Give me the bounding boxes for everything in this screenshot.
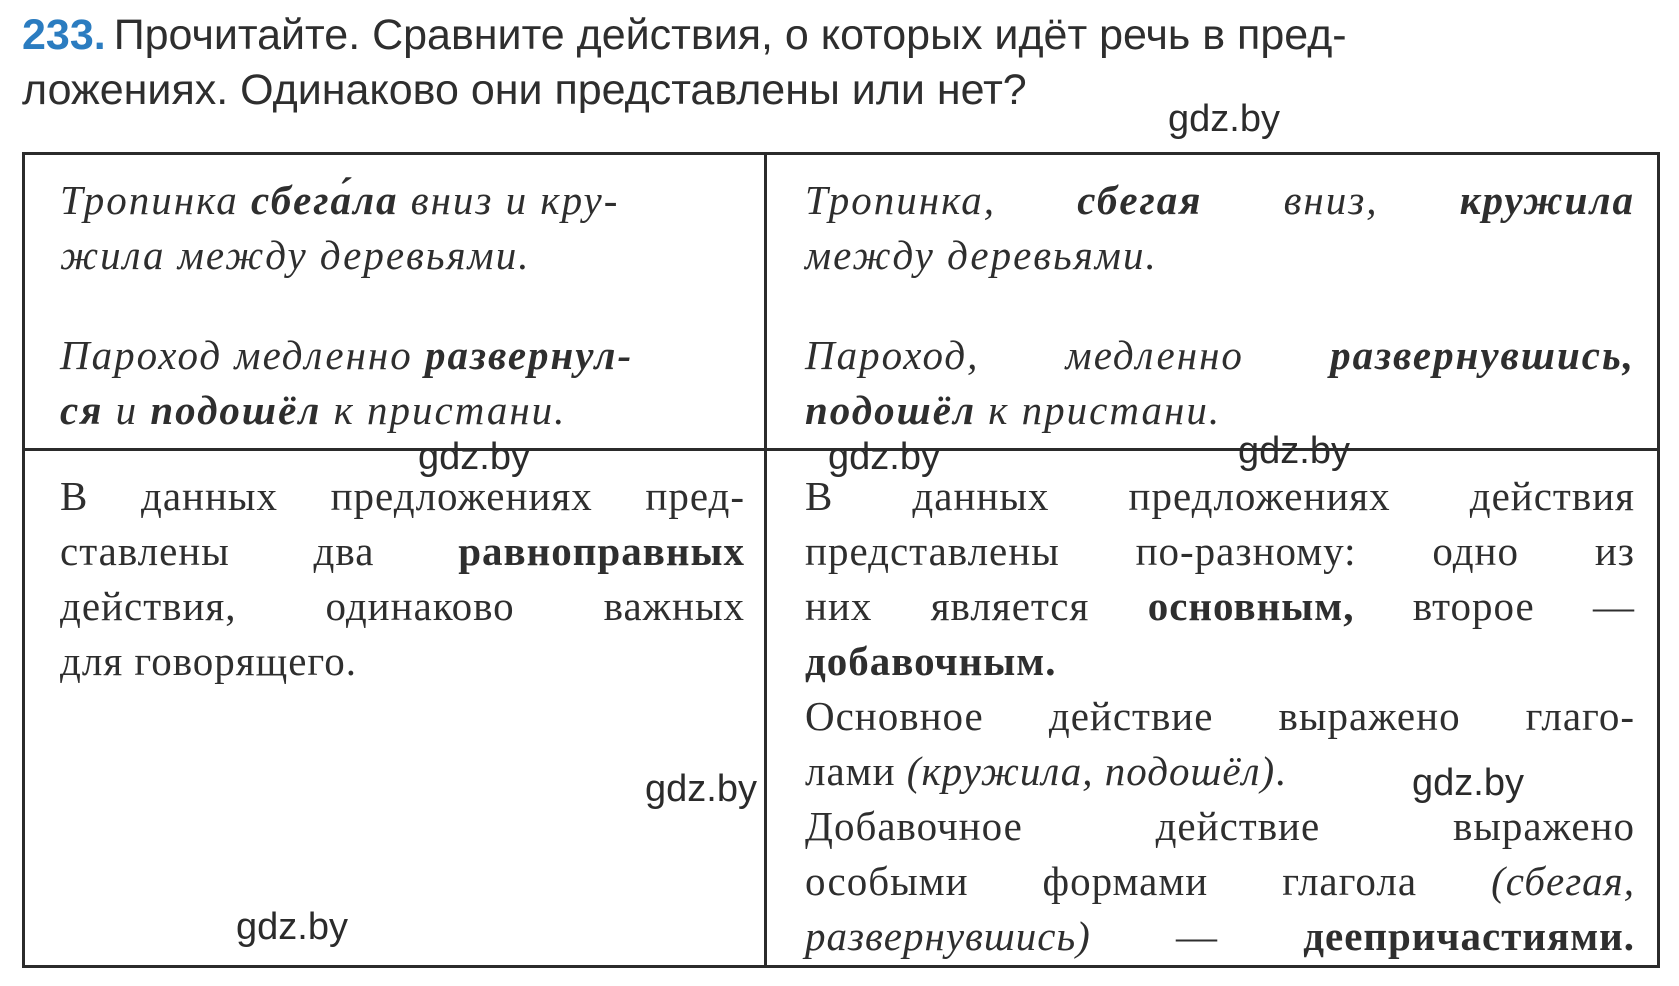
task-text — [22, 8, 1662, 118]
cell-bottom-right — [805, 469, 1635, 964]
italic-example: (кружила, подошёл) — [906, 748, 1276, 794]
text-fragment: них является — [805, 583, 1148, 629]
bold-verb: подошёл — [805, 387, 976, 433]
text-fragment: и — [103, 387, 151, 433]
text-line: В данных предложениях пред- — [60, 473, 745, 519]
table-vertical-divider — [764, 155, 767, 965]
text-line: Добавочное действие выражено — [805, 803, 1635, 849]
text-line: для говорящего. — [60, 638, 357, 684]
text-line: жила между деревьями. — [60, 232, 531, 278]
text-line — [60, 524, 745, 579]
watermark: gdz.by — [1238, 430, 1350, 472]
task-line-2: ложениях. Одинаково они представлены или нет? — [22, 66, 1027, 114]
text-fragment: Пароход, медленно — [805, 332, 1331, 378]
task-line-1 — [22, 8, 1662, 63]
cell-top-left — [60, 173, 745, 483]
bold-verb: развернувшись, — [1330, 332, 1635, 378]
bold-term: деепричастиями. — [1303, 913, 1635, 959]
watermark: gdz.by — [1168, 98, 1280, 140]
text-fragment: вниз и кру- — [398, 177, 620, 223]
text-line — [805, 634, 1635, 689]
bold-verb: подошёл — [150, 387, 322, 433]
bold-verb: кружила — [1459, 177, 1635, 223]
text-fragment: Пароход медленно — [60, 332, 426, 378]
italic-example: развернувшись) — [805, 913, 1091, 959]
bold-term: равноправных — [458, 528, 745, 574]
sentence-steamer-1 — [60, 328, 745, 438]
comparison-table — [22, 152, 1660, 968]
text-line — [60, 173, 745, 228]
sentence-path-2 — [805, 173, 1635, 283]
text-fragment: Тропинка — [60, 177, 252, 223]
text-fragment: ставлены два — [60, 528, 459, 574]
watermark: gdz.by — [645, 768, 757, 810]
watermark: gdz.by — [236, 906, 348, 948]
text-fragment: . — [1275, 748, 1287, 794]
watermark: gdz.by — [418, 436, 530, 478]
text-line — [805, 579, 1635, 634]
text-fragment: — — [1090, 913, 1304, 959]
text-line — [60, 383, 745, 438]
text-line — [805, 909, 1635, 964]
text-fragment: второе — — [1354, 583, 1635, 629]
bold-verb: ся — [60, 387, 104, 433]
text-line — [805, 854, 1635, 909]
text-fragment: вниз, — [1202, 177, 1460, 223]
italic-example: (сбегая, — [1491, 858, 1635, 904]
text-line: действия, одинаково важных — [60, 583, 745, 629]
text-line: Основное действие выражено глаго- — [805, 693, 1635, 739]
text-fragment: к пристани. — [321, 387, 567, 433]
text-line: между деревьями. — [805, 232, 1158, 278]
task-number: 233. — [22, 11, 106, 59]
sentence-path-1 — [60, 173, 745, 283]
text-line — [805, 328, 1635, 383]
text-line — [805, 173, 1635, 228]
text-fragment: лами — [805, 748, 907, 794]
task-line-1-text: Прочитайте. Сравните действия, о которых идёт речь в пред- — [113, 11, 1347, 59]
bold-verb: сбегая — [1077, 177, 1203, 223]
watermark: gdz.by — [1412, 762, 1524, 804]
text-line — [60, 328, 745, 383]
watermark: gdz.by — [828, 436, 940, 478]
bold-term: основным, — [1147, 583, 1355, 629]
text-fragment: к пристани. — [976, 387, 1222, 433]
text-fragment: особыми формами глагола — [805, 858, 1492, 904]
cell-bottom-left — [60, 469, 745, 689]
sentence-steamer-2 — [805, 328, 1635, 438]
text-line: В данных предложениях действия — [805, 473, 1635, 519]
bold-term: добавочным. — [805, 638, 1057, 684]
text-line: представлены по-разному: одно из — [805, 528, 1635, 574]
bold-verb: сбега́ла — [251, 177, 399, 223]
text-fragment: Тропинка, — [805, 177, 1078, 223]
text-line — [805, 383, 1635, 438]
bold-verb: развернул- — [425, 332, 634, 378]
